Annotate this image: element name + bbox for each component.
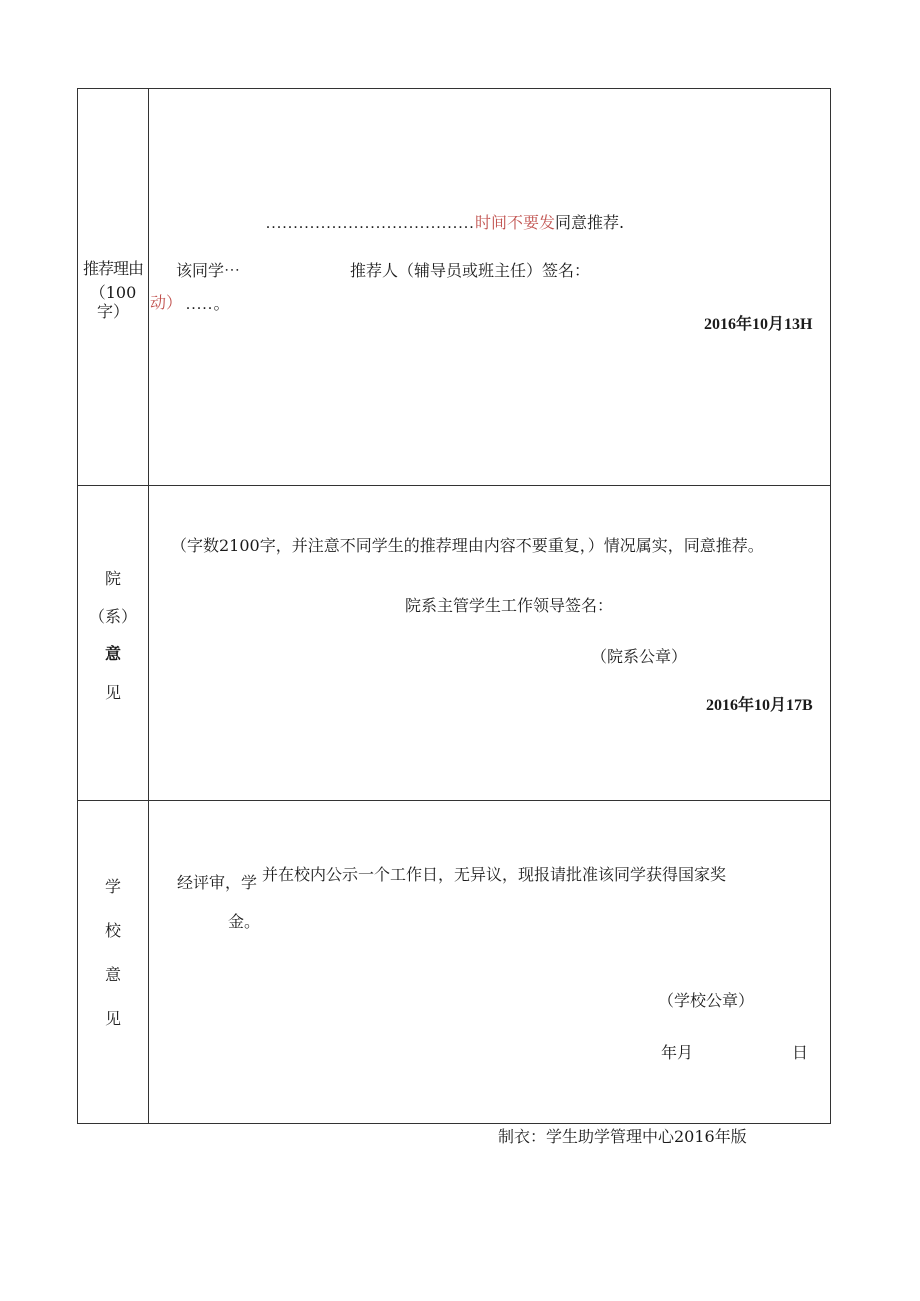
agree-text: 同意推荐. [555, 213, 625, 232]
award-recommendation-form [77, 88, 831, 1124]
department-date: 2016年10月17B [706, 697, 813, 714]
department-opinion-label-2: （系） [88, 607, 137, 626]
school-opinion-text-end: 金。 [228, 912, 261, 931]
department-seal: （院系公章） [591, 647, 688, 666]
school-date-day: 日 [792, 1043, 809, 1062]
school-opinion-prefix: 经评审，学 [177, 873, 258, 892]
row-divider-1 [78, 485, 830, 486]
instruction-note: 时间不要发 [475, 213, 556, 232]
recommendation-reason-label-count: （100 [89, 283, 137, 302]
department-opinion-label-4: 见 [104, 683, 121, 702]
school-opinion-label-1: 学 [104, 877, 121, 896]
school-seal: （学校公章） [658, 991, 755, 1010]
recommendation-reason-label-unit: 字） [96, 302, 129, 321]
recommender-signature-label: 推荐人（辅导员或班主任）签名： [350, 261, 591, 280]
label-column-divider [148, 89, 149, 1123]
row-divider-2 [78, 800, 830, 801]
recommendation-reason-label: 推荐理由 [82, 259, 143, 278]
student-prefix-text: 该同学⋯ [176, 261, 241, 280]
dotted-filler: ...................................... [266, 215, 475, 232]
school-date-year-month: 年月 [661, 1043, 694, 1062]
school-opinion-text: 并在校内公示一个工作日，无异议，现报请批准该同学获得国家奖 [262, 865, 727, 884]
school-opinion-label-4: 见 [104, 1009, 121, 1028]
recommendation-line-1 [266, 213, 624, 234]
recommender-date: 2016年10月13H [704, 316, 813, 333]
department-opinion-text: （字数2100字，并注意不同学生的推荐理由内容不要重复，）情况属实，同意推荐。 [171, 536, 764, 555]
school-opinion-label-2: 校 [104, 921, 121, 940]
school-opinion-label-3: 意 [104, 965, 121, 984]
department-opinion-label-3: 意 [104, 646, 121, 663]
dotted-filler-short: .....。 [186, 296, 232, 313]
form-footer-credit: 制衣：学生助学管理中心2016年版 [498, 1127, 747, 1146]
instruction-note-end: 动） [150, 293, 183, 312]
department-signature-label: 院系主管学生工作领导签名： [405, 596, 614, 615]
department-opinion-label-1: 院 [104, 569, 121, 588]
